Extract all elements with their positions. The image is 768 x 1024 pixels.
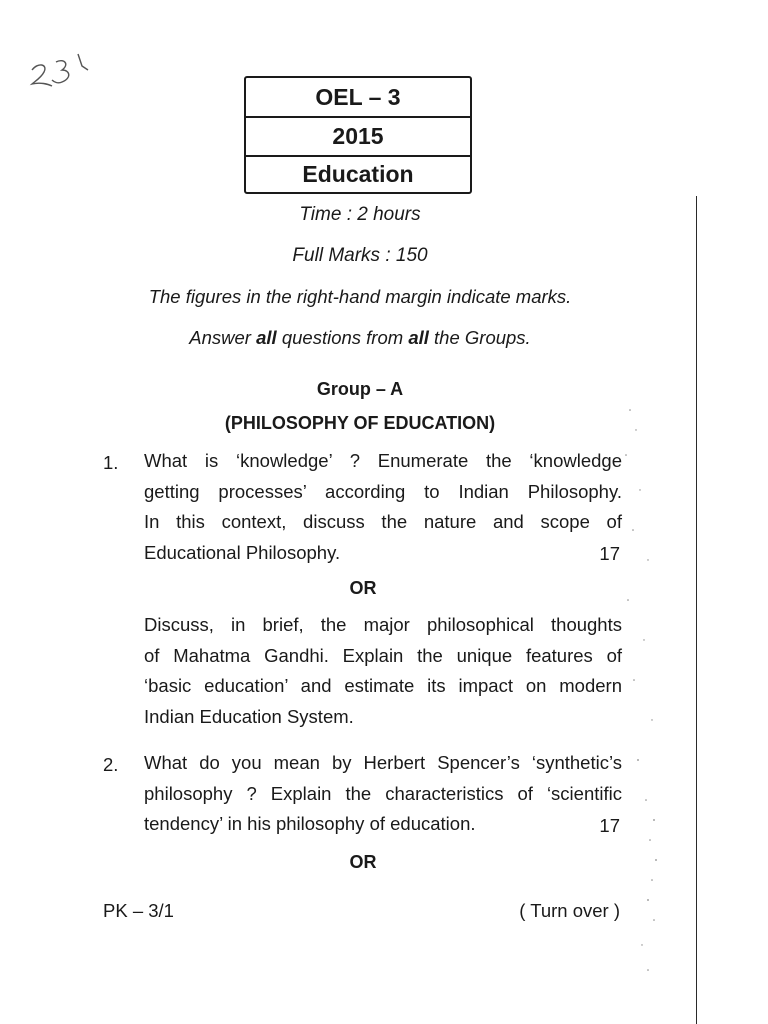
paper-year: 2015 <box>332 123 384 149</box>
full-marks: Full Marks : 150 <box>292 245 428 266</box>
or-label: OR <box>349 578 377 598</box>
question-line: getting processes’ according to Indian Philosophy. <box>144 480 622 502</box>
scan-speckle <box>618 400 662 1000</box>
question-line: of Mahatma Gandhi. Explain the unique features of <box>144 644 622 666</box>
instruction-answer-all: Answer all questions from all the Groups. <box>189 327 531 348</box>
question-line: What is ‘knowledge’ ? Enumerate the ‘knowledge <box>144 450 622 471</box>
turn-over-note: ( Turn over ) <box>519 900 620 921</box>
question-text <box>144 748 622 840</box>
handwritten-mark <box>22 48 92 98</box>
question-line: philosophy ? Explain the characteristics of ‘scientific <box>144 782 622 804</box>
page-edge-line <box>696 196 697 1024</box>
question-number: 1. <box>103 452 119 473</box>
question-marks: 17 <box>599 543 620 564</box>
exam-time: Time : 2 hours <box>299 204 421 225</box>
page-code: PK – 3/1 <box>103 900 174 921</box>
title-divider <box>246 116 470 118</box>
question-text <box>144 446 622 568</box>
group-title: Group – A <box>316 379 404 399</box>
question-marks: 17 <box>599 815 620 836</box>
question-line: Educational Philosophy. <box>144 541 341 563</box>
question-line: What do you mean by Herbert Spencer’s ‘synthetic’s <box>144 752 622 773</box>
question-line: ‘basic education’ and estimate its impact on modern <box>144 675 622 696</box>
alternative-question-text <box>144 610 622 732</box>
instruction-marks: The figures in the right-hand margin indicate marks. <box>148 286 572 307</box>
paper-code: OEL – 3 <box>315 84 401 110</box>
paper-title-box <box>244 76 472 194</box>
question-line: Discuss, in brief, the major philosophical thoughts <box>144 614 622 635</box>
question-line: Indian Education System. <box>144 705 354 727</box>
or-label: OR <box>349 852 377 872</box>
group-subtitle: (PHILOSOPHY OF EDUCATION) <box>224 413 496 433</box>
question-line: In this context, discuss the nature and scope of <box>144 511 622 532</box>
title-divider <box>246 155 470 157</box>
question-number: 2. <box>103 754 119 775</box>
paper-subject: Education <box>302 161 414 187</box>
question-line: tendency’ in his philosophy of education. <box>144 813 476 834</box>
